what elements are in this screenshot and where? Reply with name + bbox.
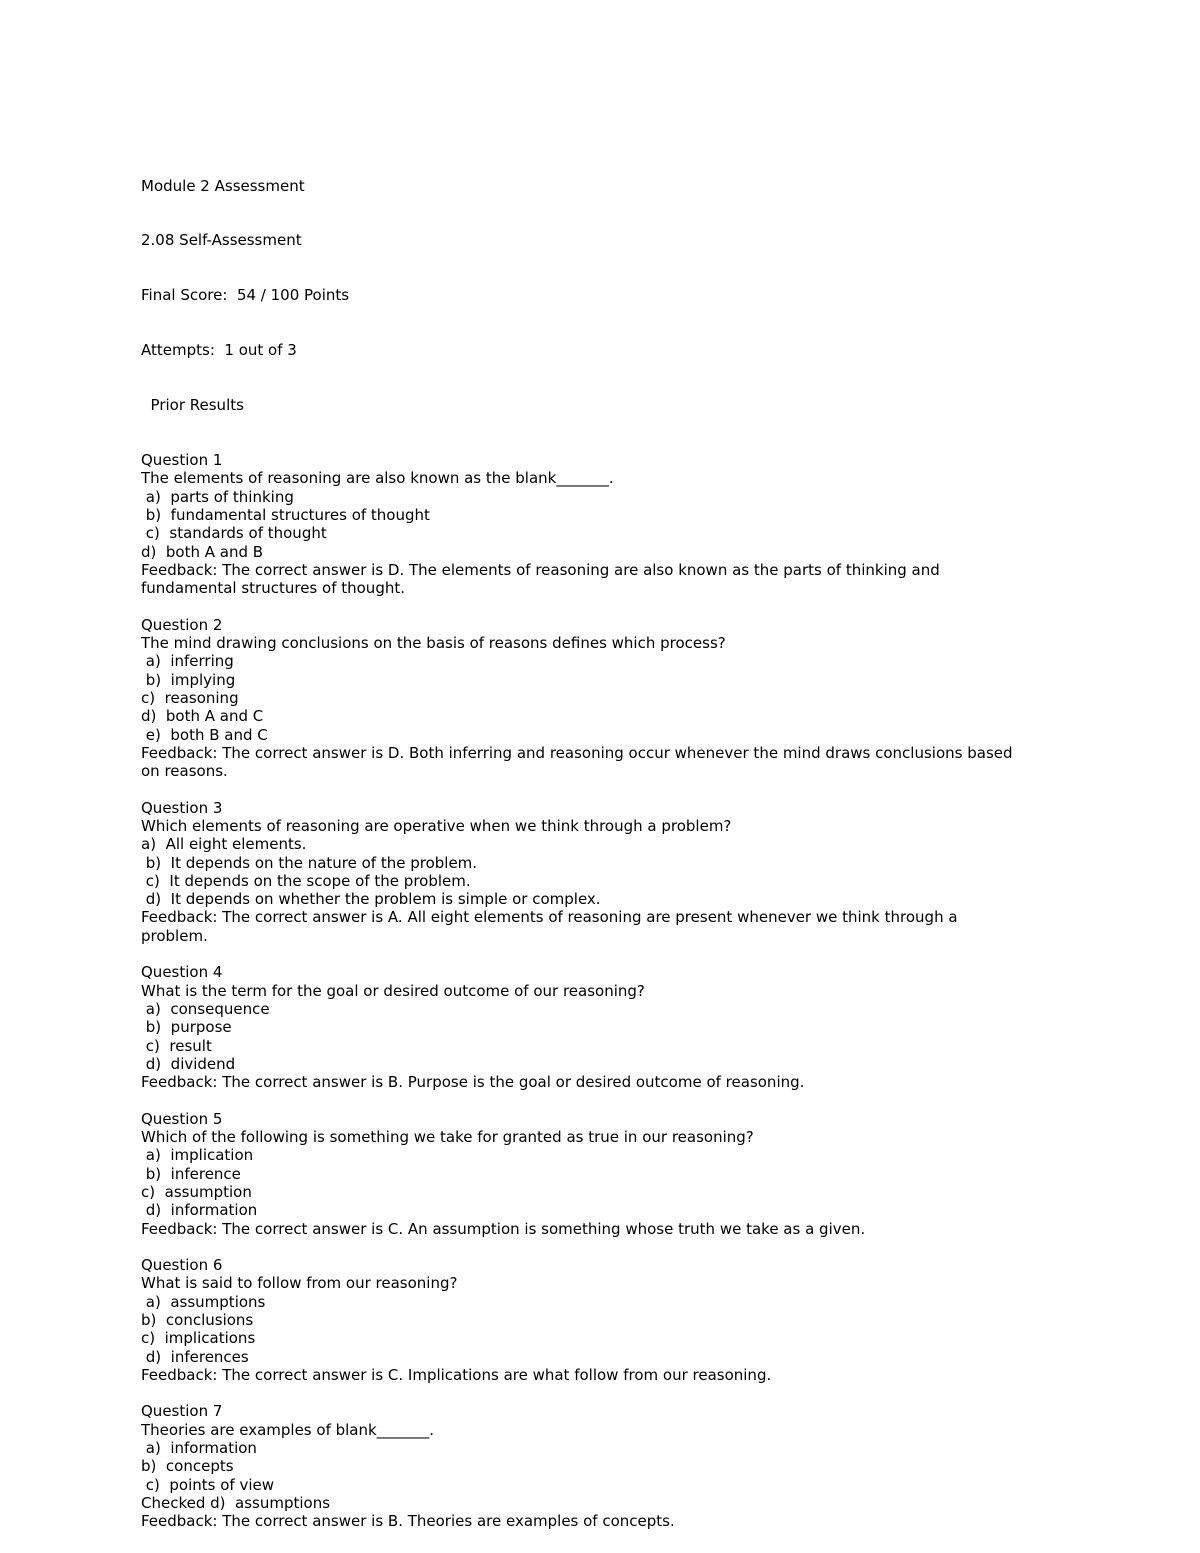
attempts: Attempts: 1 out of 3 (141, 341, 297, 360)
answer-option: e) both B and C (141, 725, 268, 744)
answer-option: c) standards of thought (141, 524, 327, 543)
question-spacer (141, 1384, 1141, 1402)
answer-option: a) assumptions (141, 1292, 266, 1311)
question-prompt: The elements of reasoning are also known as the blank_______. (141, 469, 614, 488)
answer-option: c) reasoning (141, 688, 239, 707)
question-prompt: What is said to follow from our reasoning? (141, 1274, 458, 1293)
answer-option: Checked d) assumptions (141, 1493, 331, 1512)
question-prompt: Theories are examples of blank_______. (141, 1420, 434, 1439)
answer-option: a) All eight elements. (141, 835, 307, 854)
answer-option: a) consequence (141, 999, 270, 1018)
question-spacer (141, 780, 1141, 798)
questions-list (141, 451, 1141, 1531)
feedback-text: problem. (141, 926, 208, 945)
question-block (141, 1256, 1141, 1384)
question-prompt: Which elements of reasoning are operative when we think through a problem? (141, 816, 732, 835)
feedback-text: Feedback: The correct answer is C. An assumption is something whose truth we take as a given. (141, 1219, 866, 1238)
question-prompt: Which of the following is something we take for granted as true in our reasoning? (141, 1128, 754, 1147)
answer-option: b) fundamental structures of thought (141, 505, 430, 524)
question-label: Question 6 (141, 1256, 223, 1275)
answer-option: d) inferences (141, 1347, 249, 1366)
answer-option: b) It depends on the nature of the problem. (141, 853, 478, 872)
assessment-document (141, 140, 1141, 1549)
answer-option: d) both A and B (141, 542, 264, 561)
question-label: Question 2 (141, 615, 223, 634)
answer-option: b) implying (141, 670, 236, 689)
answer-option: d) information (141, 1201, 258, 1220)
question-block (141, 1402, 1141, 1530)
answer-option: a) parts of thinking (141, 487, 294, 506)
answer-option: d) both A and C (141, 707, 264, 726)
answer-option: d) dividend (141, 1054, 236, 1073)
question-block (141, 963, 1141, 1091)
question-label: Question 3 (141, 798, 223, 817)
answer-option: c) implications (141, 1329, 256, 1348)
answer-option: a) information (141, 1439, 257, 1458)
answer-option: b) conclusions (141, 1311, 254, 1329)
answer-option: b) concepts (141, 1457, 234, 1476)
question-spacer (141, 1091, 1141, 1109)
question-prompt: The mind drawing conclusions on the basis of reasons defines which process? (141, 634, 726, 653)
feedback-text: Feedback: The correct answer is A. All eight elements of reasoning are present whenever we think through a (141, 908, 958, 927)
feedback-text: Feedback: The correct answer is D. Both inferring and reasoning occur whenever the mind draws conclusions based (141, 743, 1013, 762)
question-prompt: What is the term for the goal or desired outcome of our reasoning? (141, 981, 645, 1000)
assessment-title: 2.08 Self-Assessment (141, 231, 302, 250)
feedback-text: Feedback: The correct answer is B. Theories are examples of concepts. (141, 1512, 675, 1531)
answer-option: d) It depends on whether the problem is simple or complex. (141, 890, 601, 909)
question-spacer (141, 945, 1141, 963)
question-label: Question 1 (141, 451, 223, 470)
answer-option: c) result (141, 1036, 212, 1055)
feedback-text: fundamental structures of thought. (141, 579, 405, 598)
answer-option: c) points of view (141, 1475, 275, 1494)
feedback-text: on reasons. (141, 762, 228, 781)
answer-option: a) implication (141, 1146, 254, 1165)
feedback-text: Feedback: The correct answer is C. Implications are what follow from our reasoning. (141, 1365, 772, 1384)
module-title: Module 2 Assessment (141, 176, 305, 195)
question-block (141, 616, 1141, 781)
answer-option: a) inferring (141, 652, 234, 671)
question-spacer (141, 597, 1141, 615)
question-block (141, 1110, 1141, 1238)
feedback-text: Feedback: The correct answer is B. Purpose is the goal or desired outcome of reasoning. (141, 1073, 805, 1092)
question-label: Question 7 (141, 1402, 223, 1421)
question-label: Question 4 (141, 963, 223, 982)
feedback-text: Feedback: The correct answer is D. The elements of reasoning are also known as the parts of thinking and (141, 560, 940, 579)
answer-option: b) inference (141, 1164, 241, 1183)
answer-option: c) assumption (141, 1182, 252, 1201)
answer-option: b) purpose (141, 1018, 232, 1037)
final-score: Final Score: 54 / 100 Points (141, 286, 350, 305)
answer-option: c) It depends on the scope of the problem. (141, 871, 471, 890)
question-spacer (141, 1238, 1141, 1256)
question-label: Question 5 (141, 1109, 223, 1128)
question-block (141, 451, 1141, 597)
prior-results-link[interactable]: Prior Results (141, 396, 244, 415)
question-block (141, 799, 1141, 945)
